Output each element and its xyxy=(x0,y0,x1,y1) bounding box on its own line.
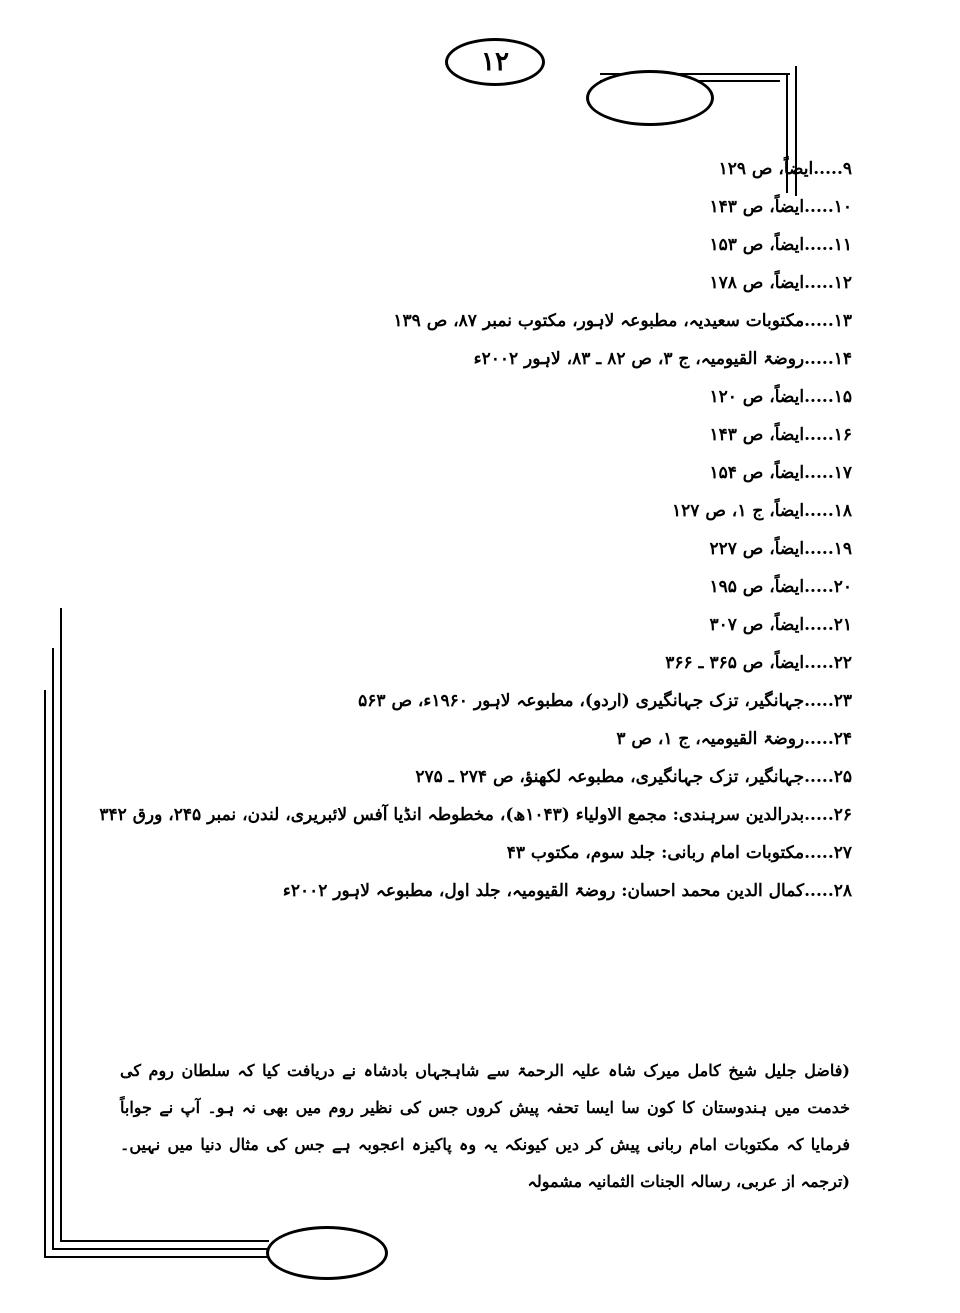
footnote-separator: ..... xyxy=(804,387,834,407)
footnote-text: بدرالدین سرہندی: مجمع الاولیاء (۱۰۴۳ھ)، مخطوطہ انڈیا آفس لائبریری، لندن، نمبر ۲۴۵، ورق ۳۴۲ xyxy=(99,805,805,825)
footnote-separator: ..... xyxy=(804,501,834,521)
footnote-number: ۲۴ xyxy=(833,729,852,749)
footnote-item xyxy=(92,644,852,682)
footnote-text: روضۃ القیومیہ، ج ۳، ص ۸۲ ـ ۸۳، لاہور ۲۰۰۲ء xyxy=(473,349,805,369)
footnote-text: ایضاً، ص ۱۹۵ xyxy=(709,577,805,597)
footnote-item xyxy=(92,340,852,378)
footnote-text: ایضاً، ص ۱۵۳ xyxy=(709,235,805,255)
footnote-number: ۱۹ xyxy=(833,539,852,559)
footnote-number: ۲۰ xyxy=(833,577,852,597)
footnote-item xyxy=(92,872,852,910)
footnote-separator: ..... xyxy=(804,843,834,863)
footnote-text: ایضاً، ص ۱۷۸ xyxy=(709,273,805,293)
footnote-separator: ..... xyxy=(804,273,834,293)
footnote-text: ایضاً، ص ۱۴۳ xyxy=(709,197,805,217)
footnote-text: کمال الدین محمد احسان: روضۃ القیومیہ، جلد اول، مطبوعہ لاہور ۲۰۰۲ء xyxy=(282,881,805,901)
footnote-separator: ..... xyxy=(804,653,834,673)
footnote-separator: ..... xyxy=(804,463,834,483)
footnote-text: ایضاً، ص ۲۲۷ xyxy=(709,539,805,559)
footnote-separator: ..... xyxy=(804,729,834,749)
frame-left-line-1 xyxy=(44,690,46,1258)
footnote-separator: ..... xyxy=(804,197,834,217)
footnote-separator: ..... xyxy=(804,805,834,825)
footnote-separator: ..... xyxy=(804,691,834,711)
footnote-item xyxy=(92,302,852,340)
footnote-separator: ..... xyxy=(804,235,834,255)
footnote-separator: ..... xyxy=(804,881,834,901)
footnote-number: ۲۸ xyxy=(833,881,852,901)
footnote-number: ۱۳ xyxy=(833,311,852,331)
footnote-number: ۲۶ xyxy=(833,805,852,825)
footnote-text: جہانگیر، تزک جہانگیری، مطبوعہ لکھنؤ، ص ۲۷۴ ـ ۲۷۵ xyxy=(415,767,805,787)
footnotes-list xyxy=(92,150,852,910)
frame-bottom-line-3 xyxy=(60,1240,269,1242)
footnote-item xyxy=(92,530,852,568)
page-number-oval xyxy=(445,38,545,86)
footnote-text: مکتوبات امام ربانی: جلد سوم، مکتوب ۴۳ xyxy=(506,843,805,863)
footnote-text: ایضاً، ص ۳۶۵ ـ ۳۶۶ xyxy=(665,653,805,673)
footnote-separator: ..... xyxy=(804,767,834,787)
footnote-text: ایضاً، ص ۱۵۴ xyxy=(709,463,805,483)
footnote-item xyxy=(92,492,852,530)
footnote-number: ۱۲ xyxy=(833,273,852,293)
footnote-item xyxy=(92,720,852,758)
footnote-item xyxy=(92,264,852,302)
footnote-number: ۱۶ xyxy=(833,425,852,445)
footnote-number: ۱۷ xyxy=(833,463,852,483)
footnote-paragraph: (فاضل جلیل شیخ کامل میرک شاہ علیہ الرحمۃ سے شاہجہاں بادشاہ نے دریافت کیا کہ سلطان روم کی خدمت میں ہندوستان کا کون سا ایسا تحفہ پیش کروں جس کی نظیر روم میں بھی نہ ہو۔ آپ نے جواباً فرمایا کہ مکتوبات امام ربانی پیش کر دیں کیونکہ یہ وہ پاکیزہ اعجوبہ ہے جس کی مثال دنیا میں نہیں۔ (ترجمہ از عربی، رسالہ الجنات الثمانیہ مشمولہ xyxy=(120,1061,851,1191)
footnote-number: ۱۰ xyxy=(833,197,852,217)
footnote-item xyxy=(92,378,852,416)
footnote-text: ایضاً، ص ۱۲۹ xyxy=(718,159,814,179)
footnote-text: ایضاً، ص ۱۲۰ xyxy=(709,387,805,407)
footnote-number: ۲۱ xyxy=(833,615,852,635)
top-decorative-oval xyxy=(586,70,714,126)
footnote-item xyxy=(92,416,852,454)
page-number: ۱۲ xyxy=(481,47,509,77)
footnote-text: ایضاً، ص ۳۰۷ xyxy=(709,615,805,635)
frame-left-line-2 xyxy=(52,648,54,1250)
footnote-item xyxy=(92,834,852,872)
footnote-text: ایضاً، ج ۱، ص ۱۲۷ xyxy=(672,501,805,521)
footnote-item xyxy=(92,188,852,226)
footnote-separator: ..... xyxy=(804,539,834,559)
footnote-separator: ..... xyxy=(804,311,834,331)
footnote-number: ۱۵ xyxy=(833,387,852,407)
footnote-number: ۹ xyxy=(842,159,852,179)
footnote-text: ایضاً، ص ۱۴۳ xyxy=(709,425,805,445)
footnote-separator: ..... xyxy=(804,577,834,597)
frame-left-line-3 xyxy=(60,608,62,1242)
footnote-item xyxy=(92,682,852,720)
footnote-text: جہانگیر، تزک جہانگیری (اردو)، مطبوعہ لاہور ۱۹۶۰ء، ص ۵۶۳ xyxy=(358,691,805,711)
footnote-number: ۲۷ xyxy=(833,843,852,863)
footnote-text: روضۃ القیومیہ، ج ۱، ص ۳ xyxy=(616,729,805,749)
frame-bottom-line-1 xyxy=(44,1256,269,1258)
footnote-number: ۲۲ xyxy=(833,653,852,673)
footnote-number: ۱۴ xyxy=(833,349,852,369)
footnote-item xyxy=(92,758,852,796)
footnote-text: مکتوبات سعیدیہ، مطبوعہ لاہور، مکتوب نمبر ۸۷، ص ۱۳۹ xyxy=(393,311,805,331)
footnote-item xyxy=(92,796,852,834)
frame-bottom-line-2 xyxy=(52,1248,269,1250)
footnote-item xyxy=(92,606,852,644)
footnote-number: ۲۳ xyxy=(833,691,852,711)
footnote-separator: ..... xyxy=(804,425,834,445)
footnote-item xyxy=(92,454,852,492)
bottom-decorative-oval xyxy=(266,1226,388,1280)
footnote-number: ۱۸ xyxy=(833,501,852,521)
footnote-separator: ..... xyxy=(804,349,834,369)
footnote-number: ۲۵ xyxy=(833,767,852,787)
footnote-item xyxy=(92,150,852,188)
footnote-number: ۱۱ xyxy=(833,235,852,255)
footnote-item xyxy=(92,226,852,264)
footnote-separator: ..... xyxy=(804,615,834,635)
footnote-separator: ..... xyxy=(813,159,843,179)
footnote-item xyxy=(92,568,852,606)
